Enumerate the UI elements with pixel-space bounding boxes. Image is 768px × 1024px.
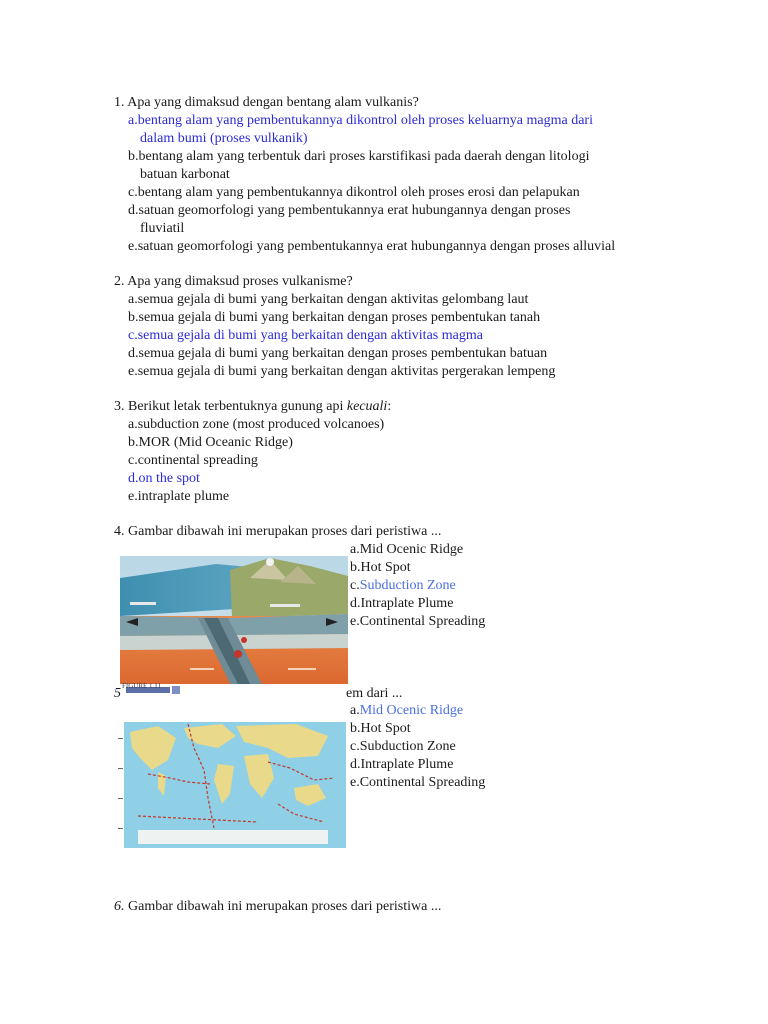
q1-option-d-line1: d.satuan geomorfologi yang pembentukannya erat hubungannya dengan proses (128, 203, 571, 218)
q1-option-e: e.satuan geomorfologi yang pembentukannya erat hubungannya dengan proses alluvial (128, 239, 616, 254)
q5-option-c: c.Subduction Zone (350, 739, 456, 754)
q3-question-italic: kecuali (346, 399, 388, 414)
q3-option-d-text: on the spot (138, 471, 200, 486)
q5-option-a-text: Mid Ocenic Ridge (359, 703, 464, 718)
q5-number: 5 (114, 686, 121, 701)
q5-option-e: e.Continental Spreading (350, 775, 486, 790)
q2-option-b: b.semua gejala di bumi yang berkaitan dengan proses pembentukan tanah (128, 310, 541, 325)
q1-question: 1. Apa yang dimaksud dengan bentang alam vulkanis? (114, 95, 419, 110)
q5-option-a (350, 702, 463, 720)
q4-question: 4. Gambar dibawah ini merupakan proses dari peristiwa ... (114, 524, 442, 539)
q2-option-d: d.semua gejala di bumi yang berkaitan dengan proses pembentukan batuan (128, 346, 548, 361)
q3-question-post: : (387, 399, 392, 414)
q2-question: 2. Apa yang dimaksud proses vulkanisme? (114, 274, 353, 289)
q5-question-tail: em dari ... (346, 686, 403, 701)
q3-option-d-letter: d. (128, 471, 139, 486)
subduction-diagram-svg (120, 556, 348, 700)
q4-figure-caption: FIGURE 1.11 (122, 682, 162, 690)
q2-option-c: c.semua gejala di bumi yang berkaitan dengan aktivitas magma (128, 328, 483, 343)
q3-option-b: b.MOR (Mid Oceanic Ridge) (128, 435, 293, 450)
q1-option-a-line2: dalam bumi (proses vulkanik) (140, 131, 308, 146)
q5-option-a-letter: a. (350, 703, 360, 718)
q1-option-d-line2: fluviatil (140, 221, 185, 236)
plate-map-image (118, 718, 350, 853)
q4-option-e: e.Continental Spreading (350, 614, 486, 629)
q1-option-b-line2: batuan karbonat (140, 167, 230, 182)
q3-question-pre: 3. Berikut letak terbentuknya gunung api (114, 399, 347, 414)
q3-option-c: c.continental spreading (128, 453, 258, 468)
q5-option-d: d.Intraplate Plume (350, 757, 454, 772)
q4-option-c-letter: c. (350, 578, 360, 593)
q3-option-e: e.intraplate plume (128, 489, 230, 504)
q3-option-a: a.subduction zone (most produced volcanoes) (128, 417, 385, 432)
q1-option-c: c.bentang alam yang pembentukannya dikontrol oleh proses erosi dan pelapukan (128, 185, 580, 200)
q6-question-text: Gambar dibawah ini merupakan proses dari peristiwa ... (124, 899, 442, 914)
q4-option-b: b.Hot Spot (350, 560, 411, 575)
q3-option-d (128, 470, 200, 488)
q4-option-c-text: Subduction Zone (359, 578, 456, 593)
q4-option-c (350, 577, 456, 595)
q2-option-a: a.semua gejala di bumi yang berkaitan dengan aktivitas gelombang laut (128, 292, 529, 307)
plate-map-svg (118, 718, 350, 853)
q1-option-a-line1: a.bentang alam yang pembentukannya dikontrol oleh proses keluarnya magma dari (128, 113, 593, 128)
q6-number: 6. (114, 899, 125, 914)
subduction-diagram-image (120, 556, 348, 700)
q1-option-b-line1: b.bentang alam yang terbentuk dari proses karstifikasi pada daerah dengan litologi (128, 149, 590, 164)
q2-option-e: e.semua gejala di bumi yang berkaitan dengan aktivitas pergerakan lempeng (128, 364, 556, 379)
q4-option-d: d.Intraplate Plume (350, 596, 454, 611)
q6-question (114, 898, 441, 916)
q3-question (114, 398, 391, 416)
q4-option-a: a.Mid Ocenic Ridge (350, 542, 464, 557)
q5-option-b: b.Hot Spot (350, 721, 411, 736)
